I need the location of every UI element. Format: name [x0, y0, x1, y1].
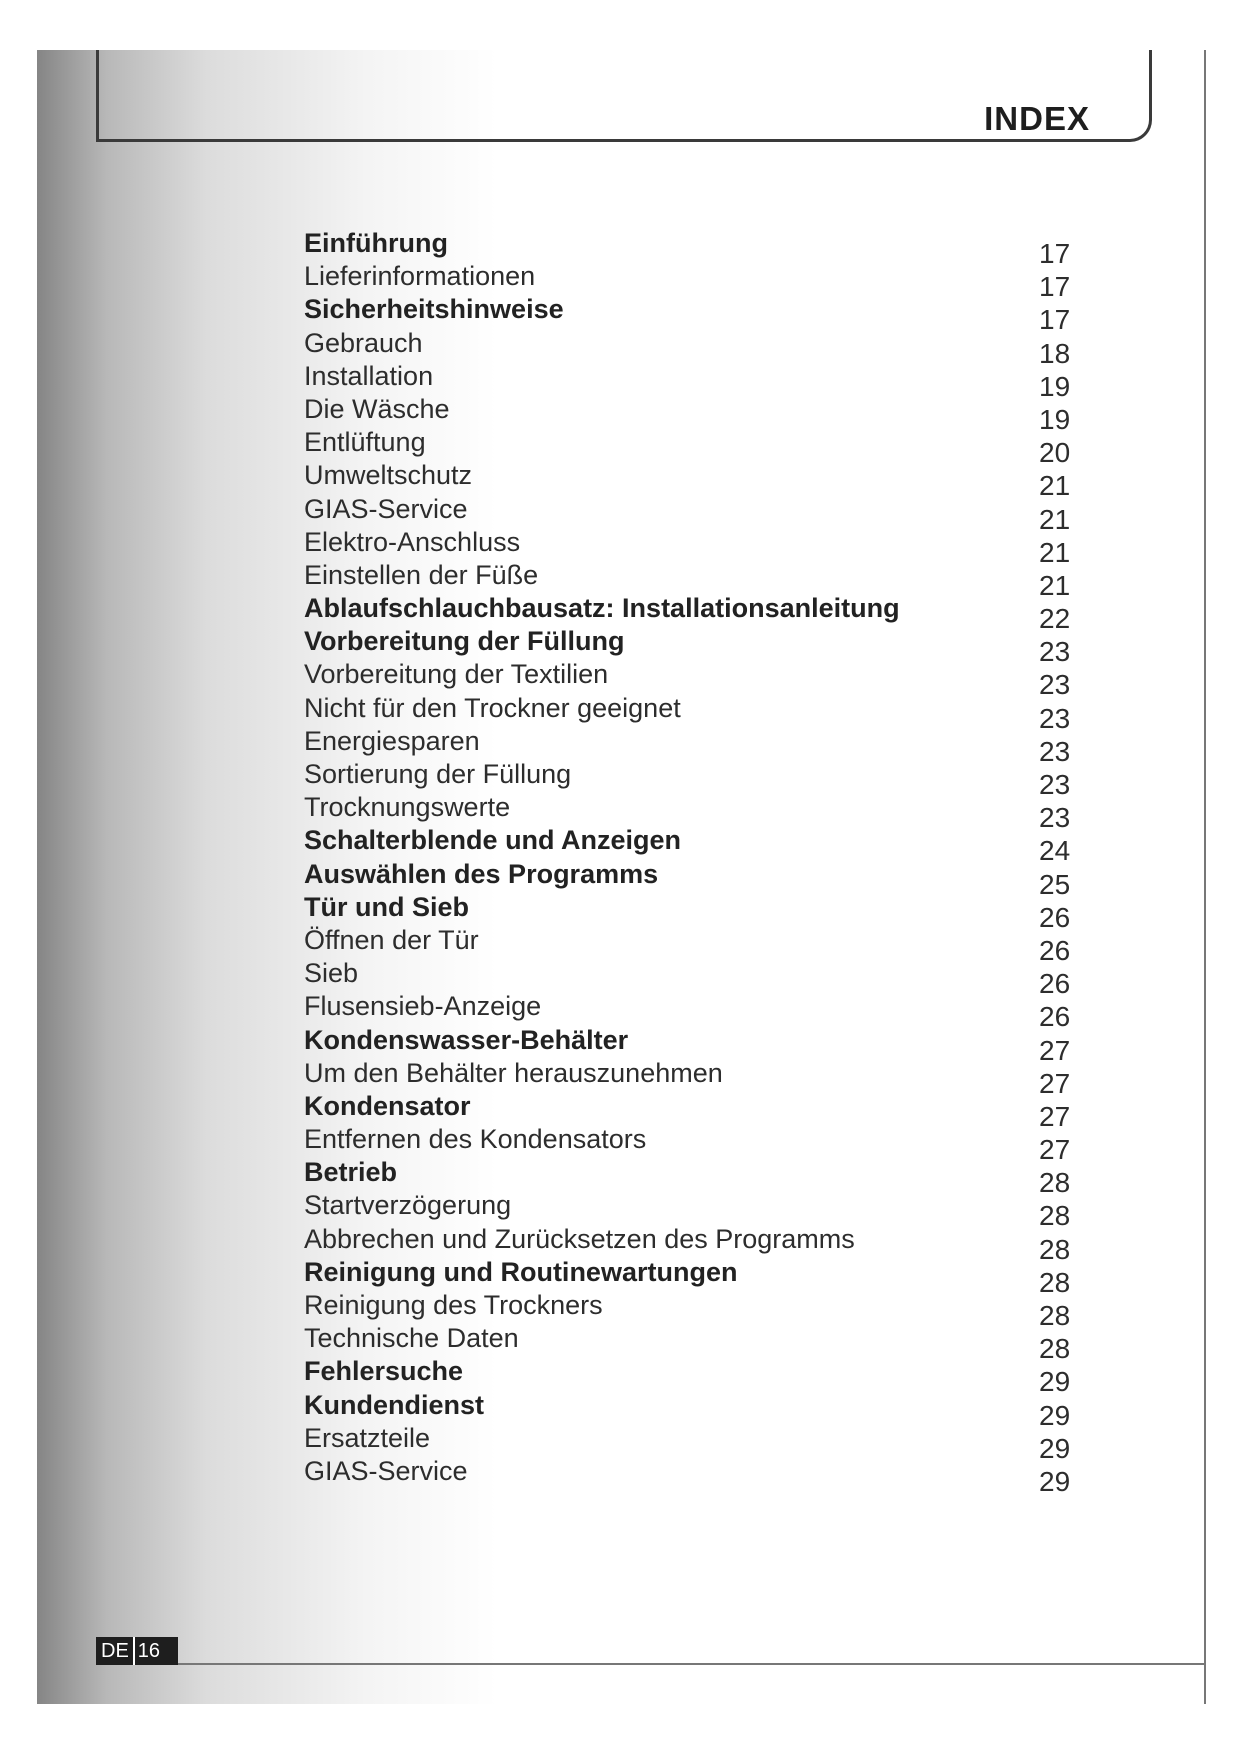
toc-page-number: 28 — [1039, 1200, 1071, 1232]
page-title: INDEX — [984, 100, 1090, 137]
toc-page-number: 29 — [1039, 1432, 1071, 1464]
toc-subsection-title: Reinigung des Trockners — [304, 1290, 603, 1320]
footer-rule — [96, 1663, 1204, 1665]
toc-entry[interactable] — [304, 1455, 1084, 1497]
toc-entry[interactable] — [304, 1024, 1084, 1066]
toc-entry[interactable] — [304, 592, 1084, 635]
toc-entry[interactable] — [304, 393, 1084, 435]
toc-section-title: Kondensator — [304, 1090, 471, 1121]
toc-subsection-title: GIAS-Service — [304, 493, 468, 524]
toc-entry[interactable] — [304, 293, 1084, 336]
toc-page-number: 23 — [1039, 769, 1071, 800]
toc-subsection-title: Technische Daten — [304, 1323, 519, 1354]
toc-subsection-title: Nicht für den Trockner geeignet — [304, 692, 681, 723]
toc-page-number: 27 — [1039, 1034, 1071, 1066]
toc-page-number: 23 — [1039, 802, 1071, 834]
toc-subsection-title: Installation — [304, 360, 434, 391]
toc-page-number: 21 — [1039, 569, 1071, 601]
toc-entry[interactable] — [304, 1189, 1084, 1232]
toc-subsection-title: Ersatzteile — [304, 1422, 431, 1453]
toc-section-title: Tür und Sieb — [304, 891, 469, 922]
toc-page-number: 22 — [1039, 603, 1071, 635]
toc-entry[interactable] — [304, 692, 1084, 734]
toc-entry[interactable] — [304, 625, 1084, 668]
toc-section-title: Fehlersuche — [304, 1356, 464, 1387]
toc-entry[interactable] — [304, 1322, 1084, 1365]
toc-entry[interactable] — [304, 459, 1084, 502]
toc-entry[interactable] — [304, 858, 1084, 900]
toc-entry[interactable] — [304, 725, 1084, 767]
toc-section-title: Einführung — [304, 228, 448, 258]
toc-page-number: 23 — [1039, 636, 1071, 668]
toc-page-number: 24 — [1039, 835, 1071, 867]
toc-entry[interactable] — [304, 1057, 1084, 1099]
toc-page-number: 27 — [1039, 1100, 1071, 1132]
toc-page-number: 27 — [1039, 1134, 1071, 1166]
toc-section-title: Reinigung und Routinewartungen — [304, 1256, 738, 1287]
toc-page-number: 29 — [1039, 1366, 1071, 1398]
toc-section-title: Betrieb — [304, 1157, 398, 1188]
toc-page-number: 17 — [1039, 238, 1071, 269]
toc-entry[interactable] — [304, 1123, 1084, 1166]
toc-page-number: 27 — [1039, 1067, 1071, 1099]
toc-page-number: 21 — [1039, 470, 1071, 502]
toc-page-number: 29 — [1039, 1465, 1071, 1497]
toc-subsection-title: Entlüftung — [304, 427, 426, 458]
toc-page-number: 26 — [1039, 934, 1071, 966]
toc-page-number: 20 — [1039, 437, 1071, 469]
toc-entry[interactable] — [304, 426, 1084, 469]
toc-subsection-title: Die Wäsche — [304, 393, 450, 424]
toc-entry[interactable] — [304, 1223, 1084, 1265]
toc-entry[interactable] — [304, 1090, 1084, 1132]
toc-subsection-title: Einstellen der Füße — [304, 559, 539, 590]
toc-entry[interactable] — [304, 327, 1084, 369]
toc-entry[interactable] — [304, 360, 1084, 402]
toc-page-number: 21 — [1039, 536, 1071, 568]
footer-page-badge — [96, 1637, 178, 1665]
toc-subsection-title: Gebrauch — [304, 327, 423, 358]
toc-page-number: 26 — [1039, 968, 1071, 1000]
toc-section-title: Sicherheitshinweise — [304, 294, 564, 325]
toc-page-number: 17 — [1039, 304, 1071, 336]
toc-entry[interactable] — [304, 1256, 1084, 1298]
toc-subsection-title: Elektro-Anschluss — [304, 526, 521, 557]
toc-subsection-title: Um den Behälter herauszunehmen — [304, 1057, 723, 1088]
toc-entry[interactable] — [304, 824, 1084, 867]
footer-page-number: 16 — [135, 1637, 178, 1665]
toc-entry[interactable] — [304, 658, 1084, 701]
toc-entry[interactable] — [304, 260, 1084, 303]
toc-page-number: 21 — [1039, 503, 1071, 535]
toc-page-number: 23 — [1039, 669, 1071, 701]
toc-subsection-title: Trocknungswerte — [304, 792, 511, 823]
toc-page-number: 28 — [1039, 1266, 1071, 1298]
toc-entry[interactable] — [304, 990, 1084, 1033]
toc-page-number: 17 — [1039, 271, 1071, 303]
toc-page-number: 28 — [1039, 1300, 1071, 1331]
toc-page-number: 26 — [1039, 1001, 1071, 1033]
toc-subsection-title: Sieb — [304, 958, 359, 989]
toc-section-title: Kundendienst — [304, 1389, 484, 1420]
toc-subsection-title: Energiesparen — [304, 725, 480, 756]
toc-subsection-title: Öffnen der Tür — [304, 924, 479, 955]
toc-entry[interactable] — [304, 1355, 1084, 1398]
toc-subsection-title: Sortierung der Füllung — [304, 759, 572, 789]
toc-page-number: 28 — [1039, 1233, 1071, 1265]
toc-entry[interactable] — [304, 957, 1084, 1000]
toc-subsection-title: Abbrechen und Zurücksetzen des Programms — [304, 1223, 855, 1254]
toc-page-number: 23 — [1039, 702, 1071, 734]
toc-subsection-title: Lieferinformationen — [304, 261, 536, 292]
toc-entry[interactable] — [304, 891, 1084, 933]
table-of-contents — [304, 227, 1084, 1497]
toc-page-number: 18 — [1039, 337, 1071, 369]
toc-page-number: 23 — [1039, 735, 1071, 767]
toc-subsection-title: GIAS-Service — [304, 1455, 468, 1486]
toc-page-number: 28 — [1039, 1167, 1071, 1199]
toc-entry[interactable] — [304, 1422, 1084, 1464]
toc-entry[interactable] — [304, 1389, 1084, 1431]
toc-page-number: 28 — [1039, 1333, 1071, 1365]
toc-subsection-title: Vorbereitung der Textilien — [304, 659, 609, 690]
toc-section-title: Auswählen des Programms — [304, 858, 659, 889]
toc-entry[interactable] — [304, 227, 1084, 269]
toc-page-number: 25 — [1039, 868, 1071, 900]
toc-subsection-title: Umweltschutz — [304, 460, 473, 491]
toc-page-number: 29 — [1039, 1399, 1071, 1431]
toc-entry[interactable] — [304, 758, 1084, 800]
toc-entry[interactable] — [304, 526, 1084, 568]
toc-entry[interactable] — [304, 791, 1084, 834]
toc-section-title: Vorbereitung der Füllung — [304, 626, 625, 657]
toc-section-title: Kondenswasser-Behälter — [304, 1024, 629, 1055]
toc-section-title: Ablaufschlauchbausatz: Installationsanleitung — [304, 593, 900, 624]
toc-section-title: Schalterblende und Anzeigen — [304, 825, 682, 856]
toc-entry[interactable] — [304, 1289, 1084, 1331]
toc-entry[interactable] — [304, 493, 1084, 535]
toc-page-number: 19 — [1039, 370, 1071, 402]
toc-subsection-title: Flusensieb-Anzeige — [304, 991, 542, 1022]
toc-page-number: 26 — [1039, 901, 1071, 933]
footer-language: DE — [96, 1637, 133, 1665]
toc-subsection-title: Startverzögerung — [304, 1190, 512, 1221]
toc-entry[interactable] — [304, 559, 1084, 601]
toc-subsection-title: Entfernen des Kondensators — [304, 1124, 647, 1155]
toc-entry[interactable] — [304, 1156, 1084, 1199]
right-margin-rule — [1204, 50, 1206, 1704]
toc-page-number: 19 — [1039, 403, 1071, 435]
toc-entry[interactable] — [304, 924, 1084, 966]
